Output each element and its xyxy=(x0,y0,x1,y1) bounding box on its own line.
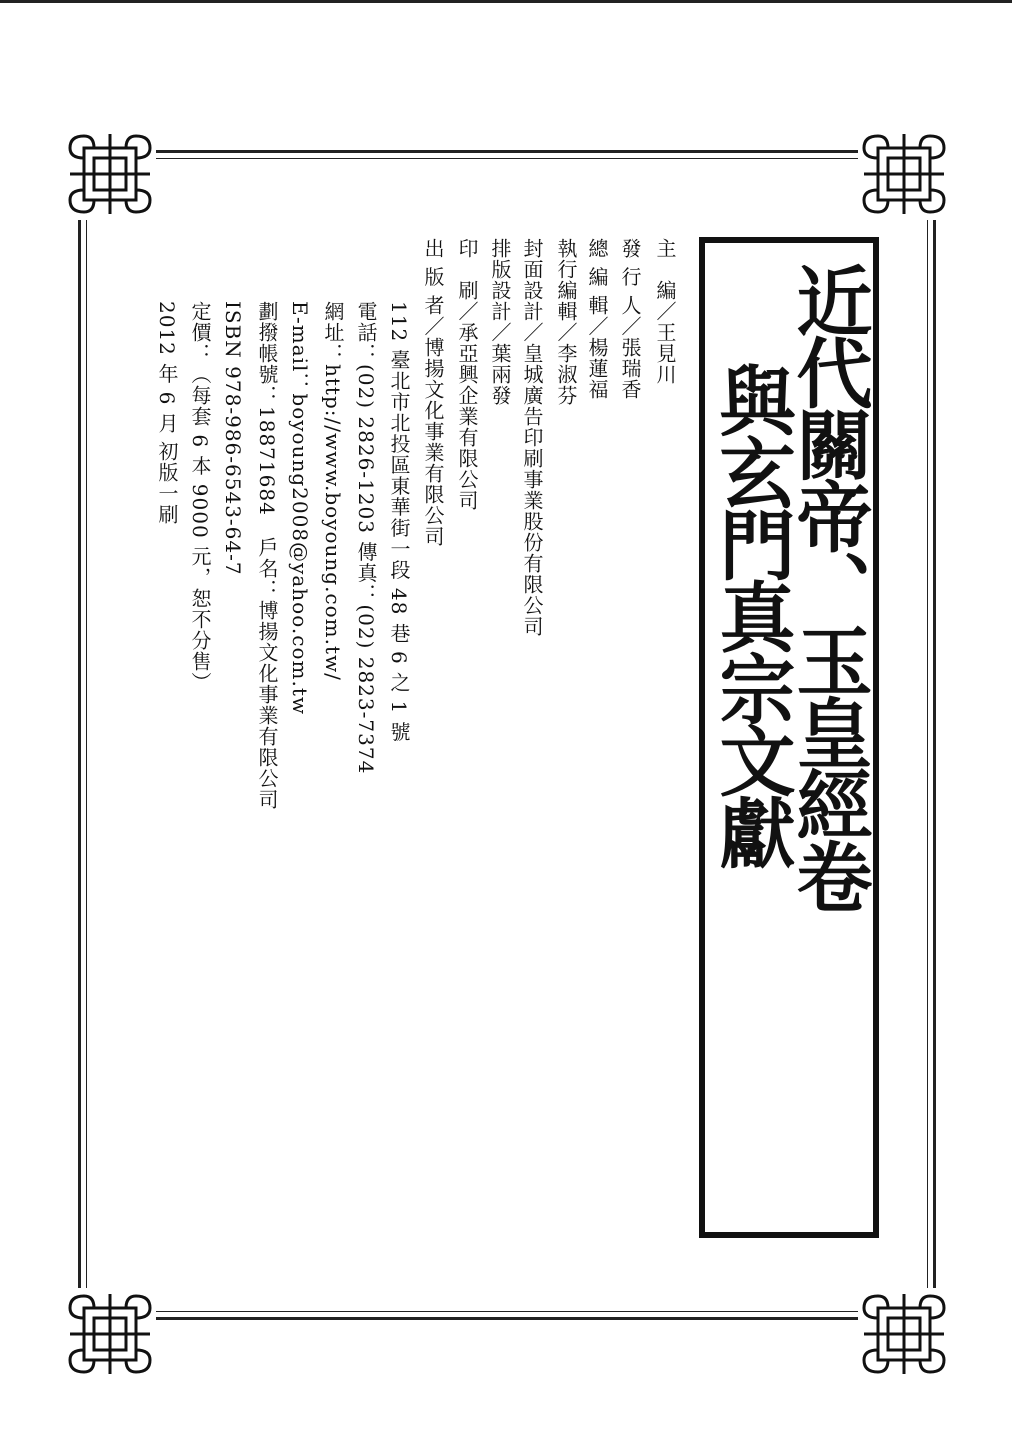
corner-knot-ornament-top-right xyxy=(858,128,950,220)
colophon-address: 112 臺北市北投區東華街一段 48 巷 6 之 1 號 xyxy=(387,238,411,743)
colophon-email: E-mail：boyoung2008@yahoo.com.tw xyxy=(288,238,312,715)
book-title-line-2: 與玄門真宗文獻 xyxy=(707,362,796,866)
colophon-publisher-person: 發 行 人／張瑞香 xyxy=(618,238,642,400)
colophon-website: 網址：http://www.boyoung.com.tw/ xyxy=(321,238,345,681)
page-top-border xyxy=(0,0,1012,3)
book-title-line-1: 近代關帝、玉皇經卷 xyxy=(784,262,873,910)
colophon-general-editor: 總 編 輯／楊蓮福 xyxy=(585,238,609,400)
colophon-typesetting: 排版設計／葉兩發 xyxy=(488,238,512,406)
corner-knot-ornament-bottom-left xyxy=(64,1288,156,1380)
colophon-postal-account: 劃撥帳號：18871684 戶名：博揚文化事業有限公司 xyxy=(255,238,279,810)
colophon-phone-fax: 電話：(02) 2826-1203 傳真：(02) 2823-7374 xyxy=(354,238,378,775)
colophon-edition: 2012 年 6 月 初版一刷 xyxy=(155,238,179,526)
colophon-executive-editor: 執行編輯／李淑芬 xyxy=(554,238,578,406)
colophon-isbn: ISBN 978-986-6543-64-7 xyxy=(221,238,245,576)
colophon-publisher: 出 版 者／博揚文化事業有限公司 xyxy=(421,238,445,547)
colophon-printer: 印 刷／承亞興企業有限公司 xyxy=(455,238,479,511)
corner-knot-ornament-bottom-right xyxy=(858,1288,950,1380)
colophon-price: 定價：（每套 6 本 9000 元，恕不分售） xyxy=(188,238,212,694)
colophon-chief-editor: 主 編／王見川 xyxy=(653,238,677,385)
colophon-cover-design: 封面設計／皇城廣告印刷事業股份有限公司 xyxy=(520,238,544,637)
corner-knot-ornament-top-left xyxy=(64,128,156,220)
